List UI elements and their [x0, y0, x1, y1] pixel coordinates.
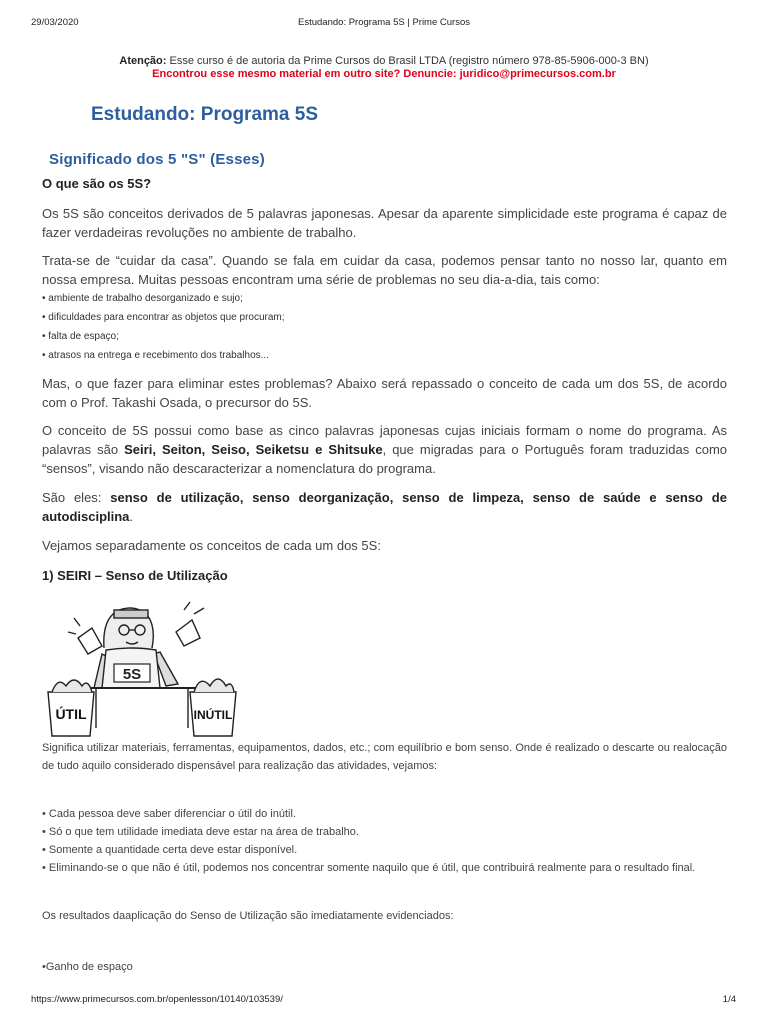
- notice-line: [0, 55, 768, 68]
- sensos-list: senso de utilização, senso deorganização, senso de limpeza, senso de saúde e senso de autodisciplina: [42, 490, 727, 524]
- text-span: O conceito de 5S possui como base as cinco palavras japonesas cujas iniciais formam o nome do programa. As palavras são: [42, 423, 727, 457]
- question-heading: O que são os 5S?: [42, 176, 152, 191]
- print-date: 29/03/2020: [31, 17, 79, 28]
- results-intro: Os resultados daaplicação do Senso de Utilização são imediatamente evidenciados:: [42, 910, 454, 922]
- paragraph-vejamos: Vejamos separadamente os conceitos de cada um dos 5S:: [42, 538, 381, 553]
- text-span: São eles:: [42, 490, 111, 505]
- section-title: Significado dos 5 "S" (Esses): [49, 151, 265, 168]
- list-item: • atrasos na entrega e recebimento dos trabalhos...: [42, 350, 269, 361]
- page-url: https://www.primecursos.com.br/openlesson/10140/103539/: [31, 994, 283, 1005]
- list-item: • Somente a quantidade certa deve estar disponível.: [42, 844, 298, 856]
- paragraph-cuidar-da-casa: Trata-se de “cuidar da casa”. Quando se fala em cuidar da casa, podemos pensar tanto no nosso lar, quanto em nossa empresa. Muitas pessoas encontram uma série de problemas no seu dia-a-dia, tais como:: [42, 253, 727, 287]
- page-number: 1/4: [722, 994, 736, 1005]
- list-item: • dificuldades para encontrar as objetos que procuram;: [42, 312, 285, 323]
- text-span: .: [129, 509, 134, 524]
- illustration-useless-label: INÚTIL: [193, 708, 233, 722]
- notice-label: Atenção:: [119, 55, 167, 67]
- seiri-heading: 1) SEIRI – Senso de Utilização: [42, 568, 228, 583]
- problems-list: [42, 289, 285, 365]
- list-item: •Ganho de espaço: [42, 961, 133, 973]
- paragraph-solution: Mas, o que fazer para eliminar estes problemas? Abaixo será repassado o conceito de cada um dos 5S, de acordo com o Prof. Takashi Osada, o precursor do 5S.: [42, 376, 727, 410]
- seiri-list: [42, 805, 727, 877]
- notice-text: Esse curso é de autoria da Prime Cursos do Brasil LTDA (registro número 978-85-5906-000-3 BN): [166, 55, 649, 67]
- list-item: • Eliminando-se o que não é útil, podemos nos concentrar somente naquilo que é útil, que contribuirá realmente para o resultado final.: [42, 862, 696, 874]
- illustration-5s-badge: 5S: [122, 666, 142, 683]
- paragraph-intro: Os 5S são conceitos derivados de 5 palavras japonesas. Apesar da aparente simplicidade este programa é capaz de fazer verdadeiras revoluções no ambiente de trabalho.: [42, 206, 727, 240]
- list-item: • Cada pessoa deve saber diferenciar o útil do inútil.: [42, 808, 296, 820]
- print-title: Estudando: Programa 5S | Prime Cursos: [298, 17, 470, 28]
- list-item: • ambiente de trabalho desorganizado e sujo;: [42, 293, 243, 304]
- page-title: Estudando: Programa 5S: [91, 104, 318, 125]
- report-link[interactable]: Encontrou esse mesmo material em outro site? Denuncie: juridico@primecursos.com.br: [152, 68, 616, 80]
- paragraph-sensos: [42, 488, 727, 526]
- japanese-words: Seiri, Seiton, Seiso, Seiketsu e Shitsuke: [124, 442, 383, 457]
- paragraph-concept: [42, 421, 727, 478]
- print-header: [0, 17, 768, 31]
- seiri-illustration: [44, 588, 240, 738]
- illustration-useful-label: ÚTIL: [55, 706, 87, 722]
- results-list: [42, 958, 727, 976]
- seiri-description: Significa utilizar materiais, ferramentas, equipamentos, dados, etc.; com equilíbrio e bom senso. Onde é realizado o descarte ou realocação de tudo aquilo considerado dispensável para realização das atividades, vejamos:: [42, 742, 727, 772]
- copyright-notice: [0, 55, 768, 81]
- list-item: • Só o que tem utilidade imediata deve estar na área de trabalho.: [42, 826, 359, 838]
- list-item: • falta de espaço;: [42, 331, 119, 342]
- text-span: , que migradas para o Português foram traduzidas como “sensos”, visando não descaracterizar a nomenclatura do programa.: [42, 442, 728, 476]
